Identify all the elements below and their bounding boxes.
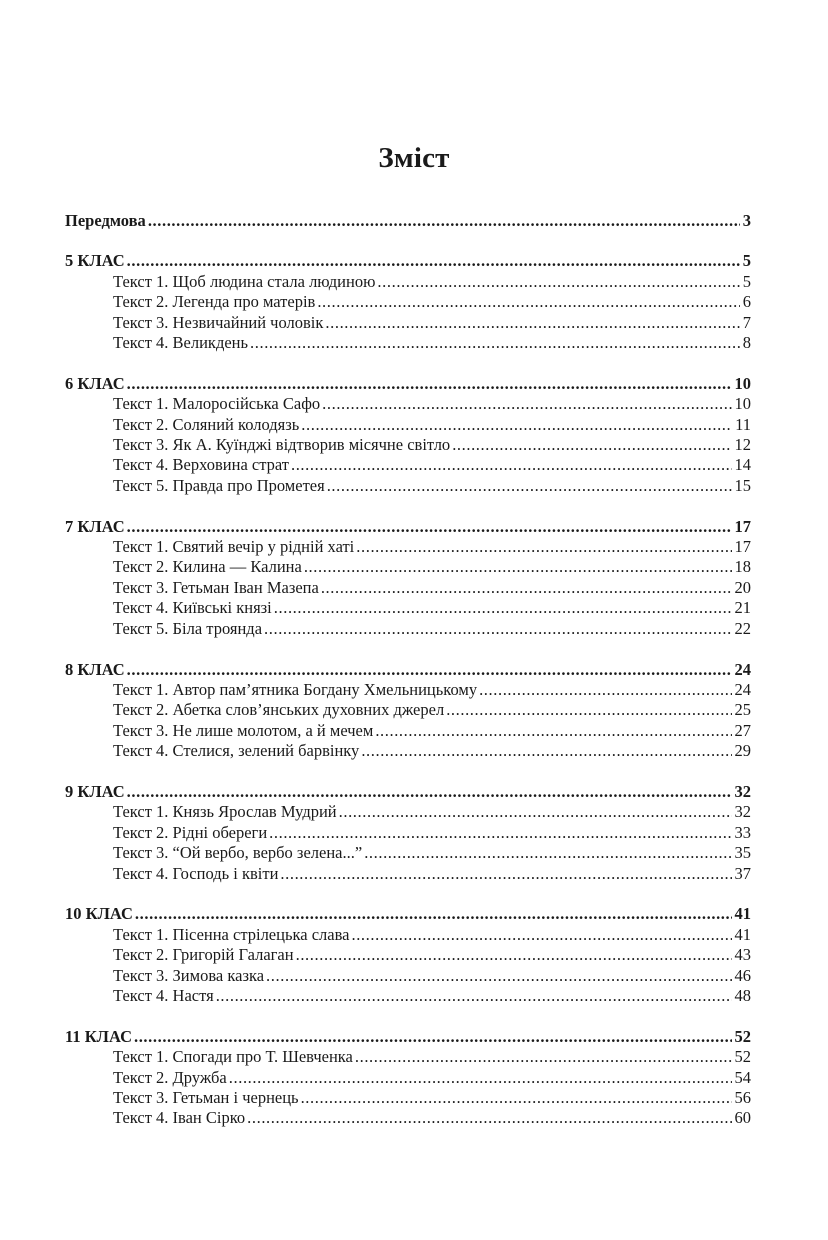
toc-entry-label: 5 КЛАС <box>65 251 125 271</box>
dot-leader <box>301 415 732 435</box>
toc-entry[interactable] <box>65 1047 751 1067</box>
toc-entry[interactable] <box>65 578 751 598</box>
dot-leader <box>127 374 732 394</box>
toc-entry-label: Текст 4. Верховина страт <box>113 455 289 475</box>
toc-entry-label: Текст 1. Святий вечір у рідній хаті <box>113 537 355 557</box>
dot-leader <box>127 660 732 680</box>
dot-leader <box>361 741 731 761</box>
dot-leader <box>375 721 731 741</box>
dot-leader <box>325 313 739 333</box>
toc-entry-label: 7 КЛАС <box>65 516 125 536</box>
toc-entry-label: Текст 1. Князь Ярослав Мудрий <box>113 802 337 822</box>
section-spacer <box>65 231 751 251</box>
toc-entry[interactable] <box>65 435 751 455</box>
toc-page-number: 56 <box>734 1088 751 1108</box>
dot-leader <box>134 1027 732 1047</box>
dot-leader <box>321 578 732 598</box>
dot-leader <box>291 455 732 475</box>
toc-page-number: 5 <box>742 251 751 271</box>
toc-entry-label: 6 КЛАС <box>65 373 125 393</box>
toc-page-number: 46 <box>734 965 751 985</box>
toc-page-number: 12 <box>734 435 751 455</box>
toc-page-number: 60 <box>734 1108 751 1128</box>
toc-entry-label: Текст 2. Дружба <box>113 1067 227 1087</box>
section-spacer <box>65 761 751 782</box>
dot-leader <box>269 823 731 843</box>
toc-entry-label: Текст 3. “Ой вербо, вербо зелена...” <box>113 843 363 863</box>
toc-page-number: 22 <box>734 618 751 638</box>
dot-leader <box>274 598 732 618</box>
dot-leader <box>127 517 732 537</box>
toc-page-number: 48 <box>734 986 751 1005</box>
dot-leader <box>229 1068 732 1088</box>
section-spacer <box>65 353 751 374</box>
toc-page-number: 52 <box>734 1026 751 1046</box>
dot-leader <box>339 802 732 822</box>
toc-page-number: 27 <box>734 720 751 740</box>
toc-entry-label: Текст 1. Спогади про Т. Шевченка <box>113 1047 353 1067</box>
section-spacer <box>65 1006 751 1027</box>
toc-entry-label: Текст 3. Гетьман Іван Мазепа <box>113 577 319 597</box>
toc-section-heading[interactable] <box>65 374 751 394</box>
toc-page-number: 11 <box>735 414 751 434</box>
toc-entry-label: Текст 2. Килина — Калина <box>113 557 302 577</box>
toc-entry-label: Текст 5. Правда про Прометея <box>113 475 325 495</box>
toc-page-number: 3 <box>742 211 751 230</box>
toc-entry-label: Текст 2. Рідні обереги <box>113 822 268 842</box>
toc-entry-label: Передмова <box>65 211 146 230</box>
toc-entry-label: Текст 4. Стелися, зелений барвінку <box>113 741 360 761</box>
toc-page-number: 20 <box>734 577 751 597</box>
toc-section-heading[interactable] <box>65 251 751 271</box>
toc-entry-label: Текст 1. Автор пам’ятника Богдану Хмельницькому <box>113 679 478 699</box>
toc-entry[interactable] <box>65 1088 751 1108</box>
section-spacer <box>65 639 751 660</box>
toc-page-number: 8 <box>742 332 751 352</box>
toc-entry[interactable] <box>65 925 751 945</box>
toc-entry-label: Текст 1. Щоб людина стала людиною <box>113 271 376 291</box>
toc-entry-label: Текст 3. Не лише молотом, а й мечем <box>113 720 374 740</box>
dot-leader <box>364 843 731 863</box>
toc-section-heading[interactable] <box>65 904 751 924</box>
toc-page-number: 32 <box>734 781 751 801</box>
toc-entry[interactable] <box>65 966 751 986</box>
toc-entry[interactable] <box>65 864 751 884</box>
toc-page-number: 17 <box>734 537 751 557</box>
toc-section-heading[interactable] <box>65 517 751 537</box>
toc-entry[interactable] <box>65 598 751 618</box>
toc-page-number: 14 <box>734 455 751 475</box>
toc-entry[interactable] <box>65 272 751 292</box>
dot-leader <box>327 476 732 496</box>
dot-leader <box>216 986 732 1006</box>
toc-entry-label: Текст 3. Як А. Куїнджі відтворив місячне світло <box>113 435 451 455</box>
dot-leader <box>446 700 731 720</box>
toc-entry[interactable] <box>65 619 751 639</box>
dot-leader <box>301 1088 732 1108</box>
toc-page-number: 6 <box>742 292 751 312</box>
page-title: Зміст <box>378 142 450 174</box>
toc-entry-label: Текст 4. Іван Сірко <box>113 1108 246 1128</box>
toc-page-number: 24 <box>734 659 751 679</box>
toc-page-number: 10 <box>734 394 751 414</box>
toc-entry-label: Текст 1. Пісенна стрілецька слава <box>113 924 350 944</box>
toc-page-number: 35 <box>734 843 751 863</box>
toc-entry[interactable] <box>65 945 751 965</box>
toc-entry-label: Текст 2. Абетка слов’янських духовних джерел <box>113 700 445 720</box>
toc-entry-label: Текст 4. Великдень <box>113 332 249 352</box>
dot-leader <box>250 333 740 353</box>
toc-page-number: 15 <box>734 475 751 495</box>
toc-entry-preface[interactable] <box>65 211 751 231</box>
dot-leader <box>356 537 731 557</box>
toc-entry[interactable] <box>65 1068 751 1088</box>
dot-leader <box>304 557 732 577</box>
toc-section-heading[interactable] <box>65 1027 751 1047</box>
toc-entry[interactable] <box>65 823 751 843</box>
table-of-contents <box>65 211 751 1129</box>
toc-entry-label: 8 КЛАС <box>65 659 125 679</box>
dot-leader <box>135 904 732 924</box>
dot-leader <box>317 292 739 312</box>
toc-entry-label: Текст 4. Настя <box>113 986 214 1005</box>
section-spacer <box>65 496 751 517</box>
toc-entry-label: Текст 4. Київські князі <box>113 598 272 618</box>
dot-leader <box>280 864 731 884</box>
toc-entry[interactable] <box>65 455 751 475</box>
toc-entry-label: Текст 3. Зимова казка <box>113 965 265 985</box>
toc-page-number: 25 <box>734 700 751 720</box>
toc-entry[interactable] <box>65 741 751 761</box>
toc-entry-label: Текст 3. Гетьман і чернець <box>113 1088 299 1108</box>
dot-leader <box>355 1047 732 1067</box>
toc-entry-label: 11 КЛАС <box>65 1026 132 1046</box>
toc-page-number: 54 <box>734 1067 751 1087</box>
dot-leader <box>266 966 731 986</box>
toc-page-number: 24 <box>734 679 751 699</box>
toc-entry-label: Текст 3. Незвичайний чоловік <box>113 312 324 332</box>
toc-entry[interactable] <box>65 986 751 1006</box>
toc-entry[interactable] <box>65 1108 751 1128</box>
toc-sections <box>65 251 751 1128</box>
toc-entry[interactable] <box>65 537 751 557</box>
dot-leader <box>452 435 731 455</box>
toc-entry-label: Текст 5. Біла троянда <box>113 618 263 638</box>
toc-entry[interactable] <box>65 394 751 414</box>
toc-page-number: 52 <box>734 1047 751 1067</box>
toc-page-number: 41 <box>734 924 751 944</box>
dot-leader <box>247 1108 731 1128</box>
toc-entry-label: 10 КЛАС <box>65 904 133 924</box>
toc-entry[interactable] <box>65 292 751 312</box>
toc-entry[interactable] <box>65 700 751 720</box>
toc-entry[interactable] <box>65 476 751 496</box>
toc-page-number: 5 <box>742 271 751 291</box>
dot-leader <box>264 619 731 639</box>
dot-leader <box>377 272 739 292</box>
dot-leader <box>351 925 731 945</box>
toc-entry-label: Текст 4. Господь і квіти <box>113 863 279 883</box>
toc-entry[interactable] <box>65 557 751 577</box>
toc-page-number: 43 <box>734 945 751 965</box>
dot-leader <box>322 394 731 414</box>
dot-leader <box>148 211 740 231</box>
dot-leader <box>479 680 731 700</box>
toc-entry-label: Текст 2. Соляний колодязь <box>113 414 300 434</box>
toc-entry[interactable] <box>65 721 751 741</box>
toc-entry-label: Текст 2. Григорій Галаган <box>113 945 294 965</box>
toc-entry[interactable] <box>65 313 751 333</box>
toc-page-number: 17 <box>734 516 751 536</box>
section-spacer <box>65 884 751 905</box>
dot-leader <box>127 782 732 802</box>
dot-leader <box>296 945 732 965</box>
toc-page-number: 32 <box>734 802 751 822</box>
toc-section-heading[interactable] <box>65 660 751 680</box>
toc-section-heading[interactable] <box>65 782 751 802</box>
toc-entry[interactable] <box>65 415 751 435</box>
toc-page-number: 41 <box>734 904 751 924</box>
dot-leader <box>127 251 740 271</box>
toc-entry-label: Текст 1. Малоросійська Сафо <box>113 394 321 414</box>
toc-page-number: 18 <box>734 557 751 577</box>
toc-entry-label: Текст 2. Легенда про матерів <box>113 292 316 312</box>
toc-entry[interactable] <box>65 680 751 700</box>
toc-page-number: 33 <box>734 822 751 842</box>
toc-entry[interactable] <box>65 843 751 863</box>
toc-entry[interactable] <box>65 802 751 822</box>
toc-page-number: 37 <box>734 863 751 883</box>
toc-entry-label: 9 КЛАС <box>65 781 125 801</box>
toc-page-number: 21 <box>734 598 751 618</box>
toc-entry[interactable] <box>65 333 751 353</box>
toc-page-number: 7 <box>742 312 751 332</box>
toc-page-number: 29 <box>734 741 751 761</box>
toc-page-number: 10 <box>734 373 751 393</box>
